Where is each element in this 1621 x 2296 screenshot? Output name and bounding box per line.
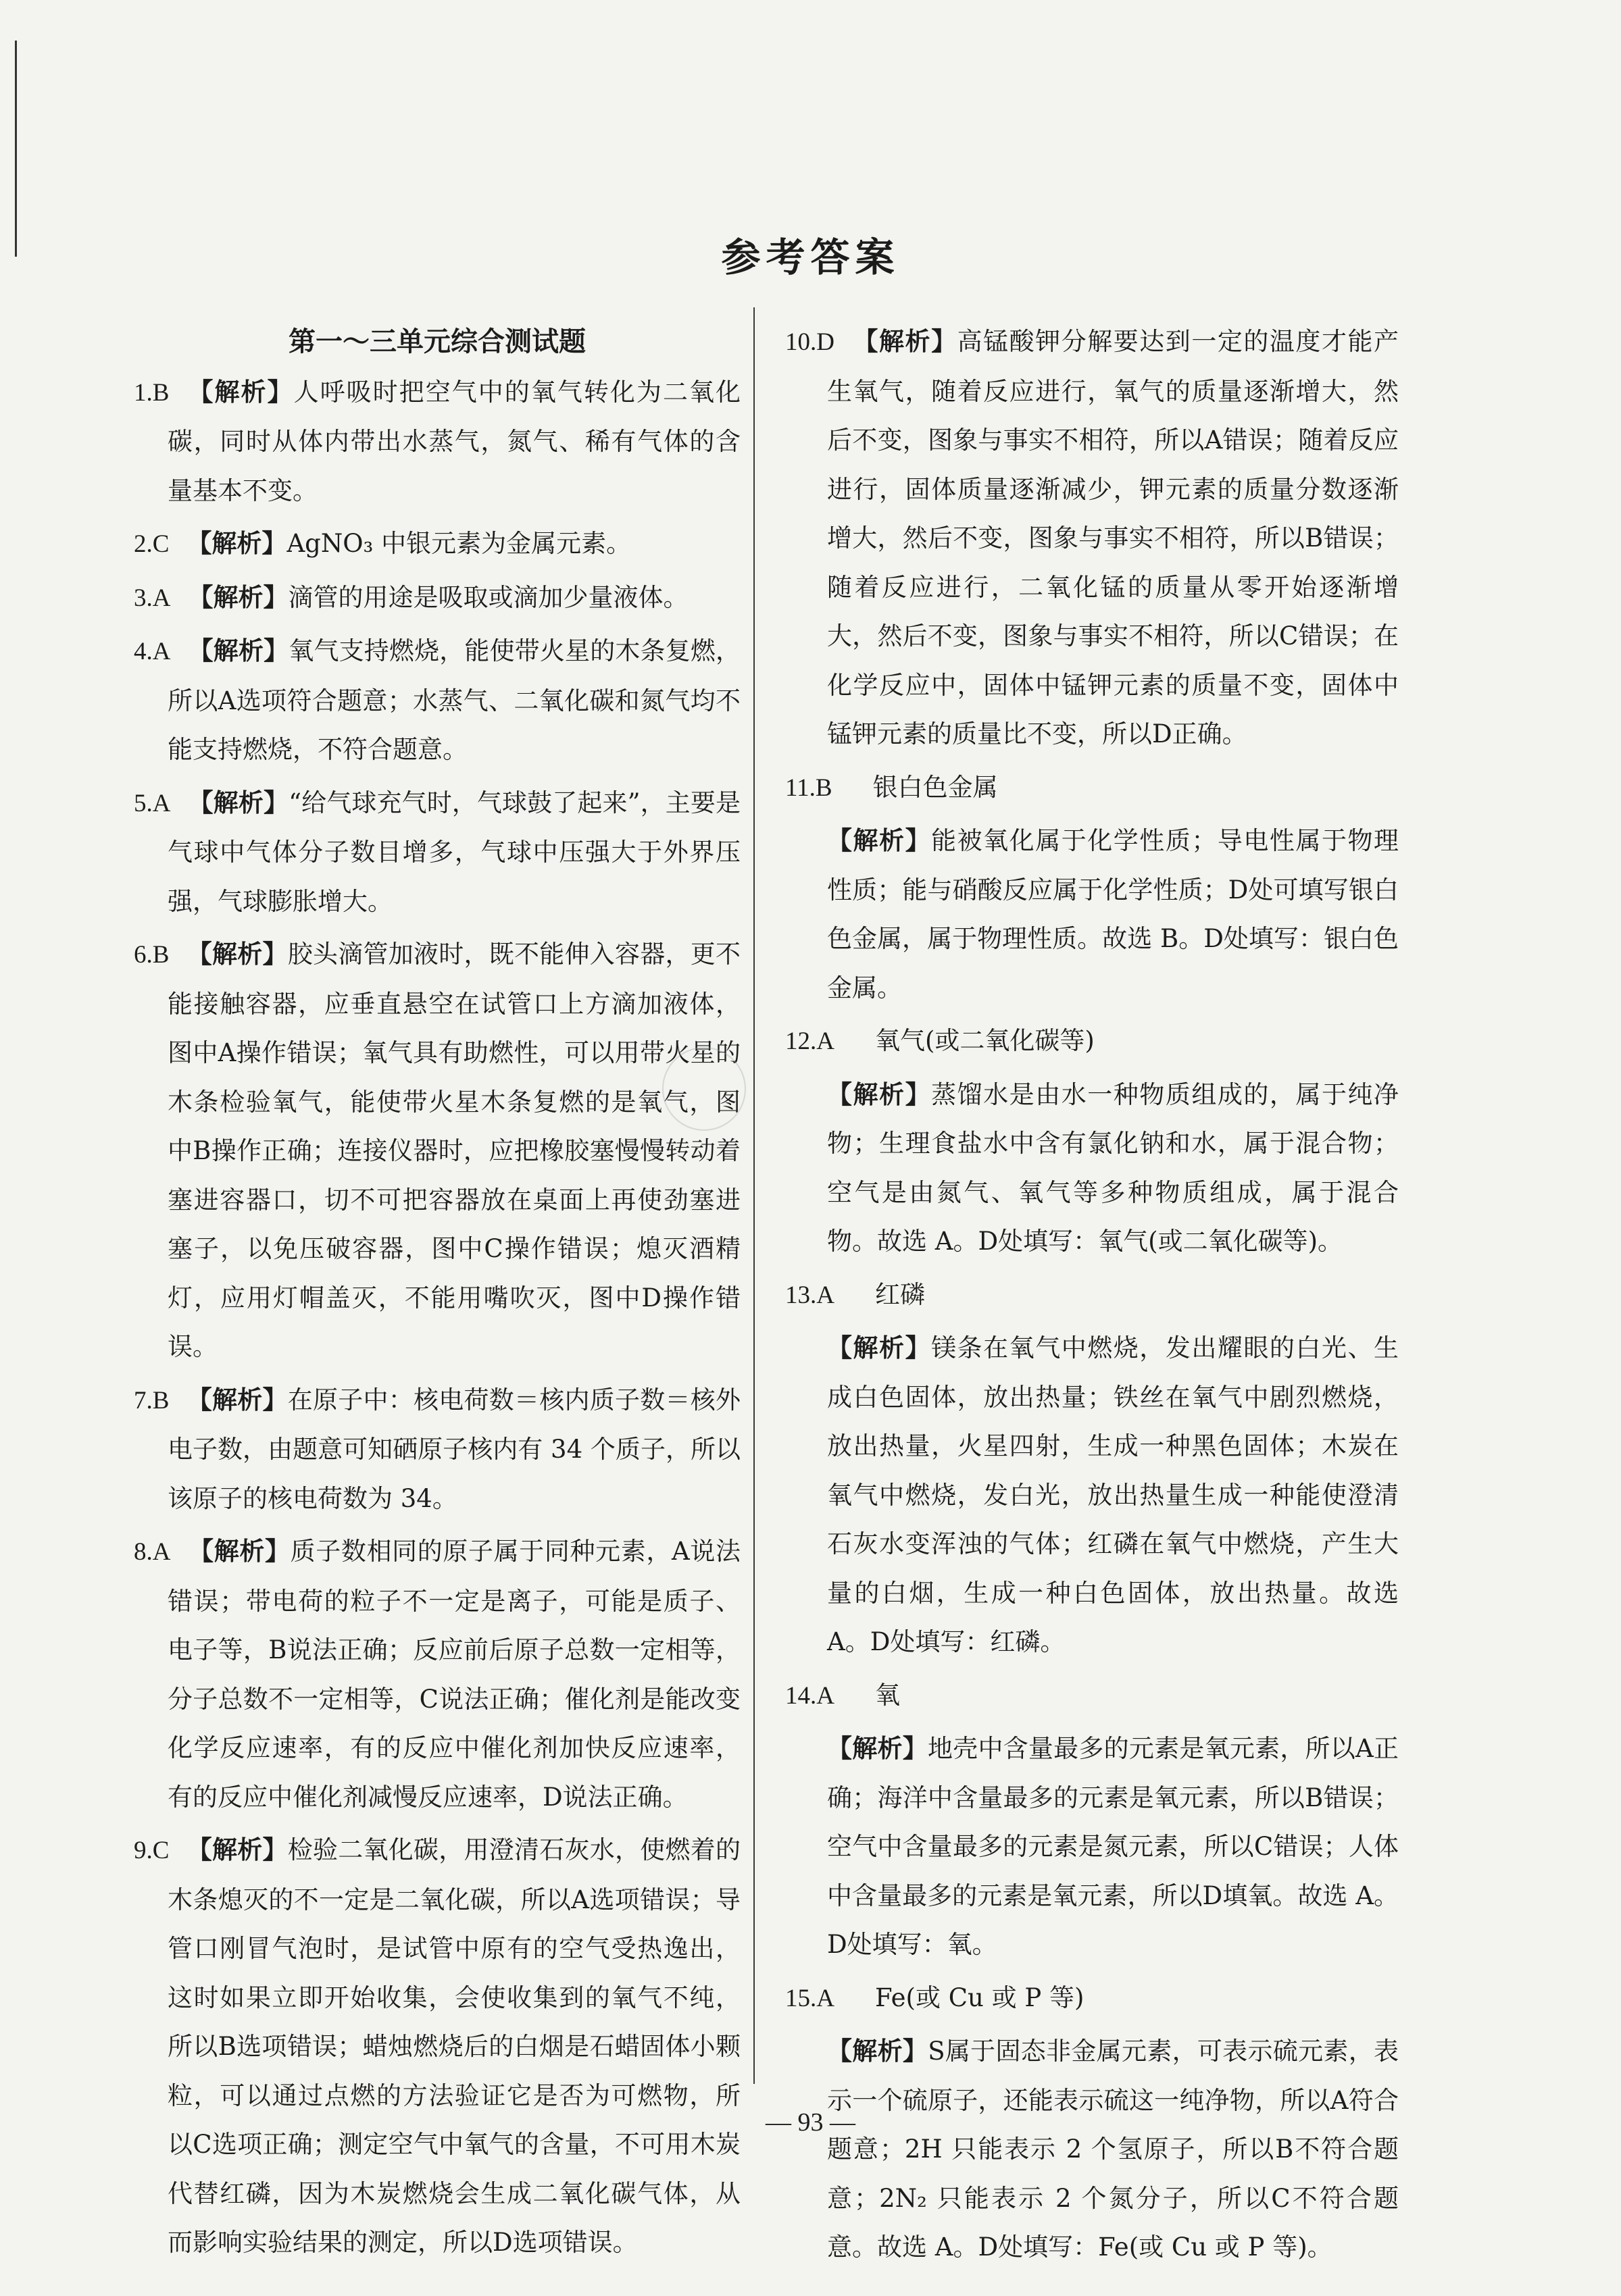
answer-item-14: 14.A 氧 bbox=[785, 1680, 900, 1710]
answer-item-8: 8.A 【解析】质子数相同的原子属于同种元素，A说法错误；带电荷的粒子不一定是离子，可能是质子、电子等，B说法正确；反应前后原子总数一定相等，分子总数不一定相等，C说法正确；催化剂是能改变化学反应速率，有的反应中催化剂加快反应速率，有的反应中催化剂减慢反应速率，D说法正确。 bbox=[134, 1537, 741, 1812]
answer-item-4: 4.A 【解析】氧气支持燃烧，能使带火星的木条复燃，所以A选项符合题意；水蒸气、二氧化碳和氮气均不能支持燃烧，不符合题意。 bbox=[134, 636, 741, 764]
explanation-14: 【解析】地壳中含量最多的元素是氧元素，所以A正确；海洋中含量最多的元素是氧元素，所以B错误；空气中含量最多的元素是氮元素，所以C错误；人体中含量最多的元素是氧元素，所以D填氧。故选 A。D处填写：氧。 bbox=[827, 1734, 1399, 1959]
left-column bbox=[134, 317, 741, 2272]
answer-item-15: 15.A Fe(或 Cu 或 P 等) bbox=[785, 1983, 1084, 2012]
explanation-text: 胶头滴管加液时，既不能伸入容器，更不能接触容器，应垂直悬空在试管口上方滴加液体，图中A操作错误；氧气具有助燃性，可以用带火星的木条检验氧气，能使带火星木条复燃的是氧气，图中B操作正确；连接仪器时，应把橡胶塞慢慢转动着塞进容器口，切不可把容器放在桌面上再使劲塞进塞子，以免压破容器，图中C操作错误；熄灭酒精灯，应用灯帽盖灭，不能用嘴吹灭，图中D操作错误。 bbox=[168, 940, 741, 1361]
answer-item-12: 12.A 氧气(或二氧化碳等) bbox=[785, 1026, 1095, 1055]
explanation-13: 【解析】镁条在氧气中燃烧，发出耀眼的白光、生成白色固体，放出热量；铁丝在氧气中剧烈燃烧，放出热量，火星四射，生成一种黑色固体；木炭在氧气中燃烧，发白光，放出热量生成一种能使澄清石灰水变浑浊的气体；红磷在氧气中燃烧，产生大量的白烟，生成一种白色固体，放出热量。故选 A。D处填写：红磷。 bbox=[827, 1333, 1399, 1656]
explanation-text: 蒸馏水是由水一种物质组成的，属于纯净物；生理食盐水中含有氯化钠和水，属于混合物；空气是由氮气、氧气等多种物质组成，属于混合物。故选 A。D处填写：氧气(或二氧化碳等)。 bbox=[827, 1079, 1399, 1256]
fill-answer: 氧气(或二氧化碳等) bbox=[874, 1026, 1095, 1055]
answer-item-10: 10.D 【解析】高锰酸钾分解要达到一定的温度才能产生氧气，随着反应进行，氧气的质量逐渐增大，然后不变，图象与事实不相符，所以A错误；随着反应进行，固体质量逐渐减少，钾元素的质量分数逐渐增大，然后不变，图象与事实不相符，所以B错误；随着反应进行，二氧化锰的质量从零开始逐渐增大，然后不变，图象与事实不相符，所以C错误；在化学反应中，固体中锰钾元素的质量不变，固体中锰钾元素的质量比不变，所以D正确。 bbox=[785, 327, 1399, 748]
explanation-text: 人呼吸时把空气中的氧气转化为二氧化碳，同时从体内带出水蒸气，氮气、稀有气体的含量基本不变。 bbox=[168, 377, 741, 505]
answer-item-2: 2.C 【解析】AgNO₃ 中银元素为金属元素。 bbox=[134, 529, 632, 558]
explanation-text: 氧气支持燃烧，能使带火星的木条复燃，所以A选项符合题意；水蒸气、二氧化碳和氮气均不能支持燃烧，不符合题意。 bbox=[168, 636, 741, 764]
answer-item-6: 6.B 【解析】胶头滴管加液时，既不能伸入容器，更不能接触容器，应垂直悬空在试管口上方滴加液体，图中A操作错误；氧气具有助燃性，可以用带火星的木条检验氧气，能使带火星木条复燃的是氧气，图中B操作正确；连接仪器时，应把橡胶塞慢慢转动着塞进容器口，切不可把容器放在桌面上再使劲塞进塞子，以免压破容器，图中C操作错误；熄灭酒精灯，应用灯帽盖灭，不能用嘴吹灭，图中D操作错误。 bbox=[134, 940, 741, 1361]
explanation-text: 地壳中含量最多的元素是氧元素，所以A正确；海洋中含量最多的元素是氧元素，所以B错误；空气中含量最多的元素是氮元素，所以C错误；人体中含量最多的元素是氧元素，所以D填氧。故选 A。D处填写：氧。 bbox=[827, 1734, 1399, 1959]
answer-item-11: 11.B 银白色金属 bbox=[785, 772, 998, 802]
answer-item-9: 9.C 【解析】检验二氧化碳，用澄清石灰水，使燃着的木条熄灭的不一定是二氧化碳，所以A选项错误；导管口刚冒气泡时，是试管中原有的空气受热逸出，这时如果立即开始收集，会使收集到的氧气不纯，所以B选项错误；蜡烛燃烧后的白烟是石蜡固体小颗粒，可以通过点燃的方法验证它是否为可燃物，所以C选项正确；测定空气中氧气的含量，不可用木炭代替红磷，因为木炭燃烧会生成二氧化碳气体，从而影响实验结果的测定，所以D选项错误。 bbox=[134, 1835, 741, 2257]
explanation-text: 能被氧化属于化学性质；导电性属于物理性质；能与硝酸反应属于化学性质；D处可填写银白色金属，属于物理性质。故选 B。D处填写：银白色金属。 bbox=[827, 826, 1399, 1002]
page-title: 参考答案 bbox=[721, 234, 900, 280]
fill-answer: 红磷 bbox=[874, 1279, 925, 1309]
explanation-text: 滴管的用途是吸取或滴加少量液体。 bbox=[288, 582, 689, 612]
explanation-11: 【解析】能被氧化属于化学性质；导电性属于物理性质；能与硝酸反应属于化学性质；D处可填写银白色金属，属于物理性质。故选 B。D处填写：银白色金属。 bbox=[827, 826, 1399, 1002]
explanation-text: S属于固态非金属元素，可表示硫元素，表示一个硫原子，还能表示硫这一纯净物，所以A符合题意；2H 只能表示 2 个氢原子，所以B不符合题意；2N₂ 只能表示 2 个氮分子，所以C不符合题意。故选 A。D处填写：Fe(或 Cu 或 P 等)。 bbox=[827, 2037, 1399, 2262]
explanation-text: 镁条在氧气中燃烧，发出耀眼的白光、生成白色固体，放出热量；铁丝在氧气中剧烈燃烧，放出热量，火星四射，生成一种黑色固体；木炭在氧气中燃烧，发白光，放出热量生成一种能使澄清石灰水变浑浊的气体；红磷在氧气中燃烧，产生大量的白烟，生成一种白色固体，放出热量。故选 A。D处填写：红磷。 bbox=[827, 1333, 1399, 1656]
scan-margin-mark bbox=[15, 41, 17, 257]
fill-answer: Fe(或 Cu 或 P 等) bbox=[874, 1983, 1084, 2012]
answer-item-5: 5.A 【解析】“给气球充气时，气球鼓了起来”，主要是气球中气体分子数目增多，气球中压强大于外界压强，气球膨胀增大。 bbox=[134, 788, 741, 916]
explanation-text: AgNO₃ 中银元素为金属元素。 bbox=[286, 529, 632, 558]
right-column bbox=[785, 317, 1399, 2276]
explanation-15: 【解析】S属于固态非金属元素，可表示硫元素，表示一个硫原子，还能表示硫这一纯净物，所以A符合题意；2H 只能表示 2 个氢原子，所以B不符合题意；2N₂ 只能表示 2 个氮分子，所以C不符合题意。故选 A。D处填写：Fe(或 Cu 或 P 等)。 bbox=[827, 2037, 1399, 2262]
answer-item-3: 3.A 【解析】滴管的用途是吸取或滴加少量液体。 bbox=[134, 582, 689, 612]
explanation-text: 质子数相同的原子属于同种元素，A说法错误；带电荷的粒子不一定是离子，可能是质子、电子等，B说法正确；反应前后原子总数一定相等，分子总数不一定相等，C说法正确；催化剂是能改变化学反应速率，有的反应中催化剂加快反应速率，有的反应中催化剂减慢反应速率，D说法正确。 bbox=[168, 1537, 741, 1812]
watermark-stamp bbox=[662, 1047, 746, 1131]
answer-item-7: 7.B 【解析】在原子中：核电荷数＝核内质子数＝核外电子数，由题意可知硒原子核内有 34 个质子，所以该原子的核电荷数为 34。 bbox=[134, 1385, 741, 1513]
answer-item-13: 13.A 红磷 bbox=[785, 1279, 925, 1309]
fill-answer: 银白色金属 bbox=[872, 772, 998, 802]
explanation-text: 在原子中：核电荷数＝核内质子数＝核外电子数，由题意可知硒原子核内有 34 个质子，所以该原子的核电荷数为 34。 bbox=[168, 1385, 741, 1513]
explanation-text: 检验二氧化碳，用澄清石灰水，使燃着的木条熄灭的不一定是二氧化碳，所以A选项错误；导管口刚冒气泡时，是试管中原有的空气受热逸出，这时如果立即开始收集，会使收集到的氧气不纯，所以B选项错误；蜡烛燃烧后的白烟是石蜡固体小颗粒，可以通过点燃的方法验证它是否为可燃物，所以C选项正确；测定空气中氧气的含量，不可用木炭代替红磷，因为木炭燃烧会生成二氧化碳气体，从而影响实验结果的测定，所以D选项错误。 bbox=[168, 1835, 741, 2257]
explanation-12: 【解析】蒸馏水是由水一种物质组成的，属于纯净物；生理食盐水中含有氯化钠和水，属于混合物；空气是由氮气、氧气等多种物质组成，属于混合物。故选 A。D处填写：氧气(或二氧化碳等)。 bbox=[827, 1079, 1399, 1256]
answer-item-1: 1.B 【解析】人呼吸时把空气中的氧气转化为二氧化碳，同时从体内带出水蒸气，氮气、稀有气体的含量基本不变。 bbox=[134, 377, 741, 505]
column-divider bbox=[753, 307, 755, 2084]
explanation-text: 高锰酸钾分解要达到一定的温度才能产生氧气，随着反应进行，氧气的质量逐渐增大，然后不变，图象与事实不相符，所以A错误；随着反应进行，固体质量逐渐减少，钾元素的质量分数逐渐增大，然后不变，图象与事实不相符，所以B错误；随着反应进行，二氧化锰的质量从零开始逐渐增大，然后不变，图象与事实不相符，所以C错误；在化学反应中，固体中锰钾元素的质量不变，固体中锰钾元素的质量比不变，所以D正确。 bbox=[827, 327, 1399, 748]
fill-answer: 氧 bbox=[874, 1680, 900, 1710]
section-title: 第一～三单元综合测试题 bbox=[289, 326, 586, 357]
page-number: — 93 — bbox=[766, 2108, 855, 2137]
explanation-text: “给气球充气时，气球鼓了起来”，主要是气球中气体分子数目增多，气球中压强大于外界压强，气球膨胀增大。 bbox=[168, 788, 741, 916]
